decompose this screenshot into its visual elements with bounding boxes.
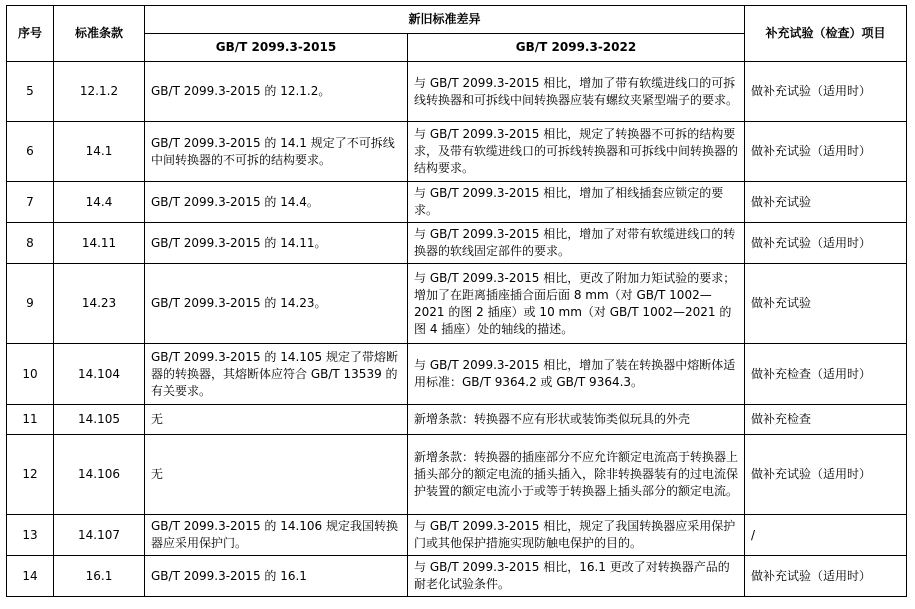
cell-no: 5 — [7, 62, 54, 122]
standards-diff-table — [6, 5, 907, 597]
cell-supplementary-test: / — [745, 515, 907, 556]
cell-clause: 14.23 — [54, 264, 145, 344]
cell-new-standard: 与 GB/T 2099.3-2015 相比，16.1 更改了对转换器产品的耐老化试验条件。 — [408, 556, 745, 597]
cell-supplementary-test: 做补充检查（适用时） — [745, 344, 907, 405]
table-row — [7, 344, 907, 405]
cell-new-standard: 与 GB/T 2099.3-2015 相比，更改了附加力矩试验的要求；增加了在距离插座插合面后面 8 mm（对 GB/T 1002—2021 的图 2 插座）或 10 mm（对 GB/T 1002—2021 的图 4 插座）处的轴线的描述。 — [408, 264, 745, 344]
cell-new-standard: 新增条款：转换器的插座部分不应允许额定电流高于转换器上插头部分的额定电流的插头插入，除非转换器装有的过电流保护装置的额定电流小于或等于转换器上插头部分的额定电流。 — [408, 435, 745, 515]
cell-supplementary-test: 做补充试验（适用时） — [745, 223, 907, 264]
cell-no: 7 — [7, 182, 54, 223]
cell-clause: 14.106 — [54, 435, 145, 515]
header-supplementary-test: 补充试验（检查）项目 — [745, 6, 907, 62]
cell-old-standard: GB/T 2099.3-2015 的 12.1.2。 — [145, 62, 408, 122]
cell-old-standard: GB/T 2099.3-2015 的 14.105 规定了带熔断器的转换器，其熔断体应符合 GB/T 13539 的有关要求。 — [145, 344, 408, 405]
cell-no: 12 — [7, 435, 54, 515]
cell-supplementary-test: 做补充试验（适用时） — [745, 62, 907, 122]
cell-old-standard: GB/T 2099.3-2015 的 16.1 — [145, 556, 408, 597]
cell-old-standard: 无 — [145, 405, 408, 435]
table-row — [7, 405, 907, 435]
table-row — [7, 223, 907, 264]
cell-new-standard: 与 GB/T 2099.3-2015 相比，规定了我国转换器应采用保护门或其他保护措施实现防触电保护的目的。 — [408, 515, 745, 556]
cell-no: 6 — [7, 122, 54, 182]
cell-no: 8 — [7, 223, 54, 264]
cell-old-standard: GB/T 2099.3-2015 的 14.106 规定我国转换器应采用保护门。 — [145, 515, 408, 556]
cell-new-standard: 与 GB/T 2099.3-2015 相比，增加了对带有软缆进线口的转换器的软线固定部件的要求。 — [408, 223, 745, 264]
cell-no: 11 — [7, 405, 54, 435]
cell-old-standard: GB/T 2099.3-2015 的 14.1 规定了不可拆线中间转换器的不可拆的结构要求。 — [145, 122, 408, 182]
cell-clause: 14.11 — [54, 223, 145, 264]
cell-old-standard: 无 — [145, 435, 408, 515]
table-row — [7, 182, 907, 223]
header-clause: 标准条款 — [54, 6, 145, 62]
cell-clause: 14.1 — [54, 122, 145, 182]
cell-new-standard: 与 GB/T 2099.3-2015 相比，增加了装在转换器中熔断体适用标准：GB/T 9364.2 或 GB/T 9364.3。 — [408, 344, 745, 405]
cell-no: 13 — [7, 515, 54, 556]
cell-new-standard: 与 GB/T 2099.3-2015 相比，增加了带有软缆进线口的可拆线转换器和可拆线中间转换器应装有螺纹夹紧型端子的要求。 — [408, 62, 745, 122]
cell-clause: 14.107 — [54, 515, 145, 556]
header-no: 序号 — [7, 6, 54, 62]
table-row — [7, 62, 907, 122]
cell-new-standard: 与 GB/T 2099.3-2015 相比，增加了相线插套应锁定的要求。 — [408, 182, 745, 223]
cell-supplementary-test: 做补充试验 — [745, 264, 907, 344]
table-row — [7, 556, 907, 597]
cell-supplementary-test: 做补充试验（适用时） — [745, 435, 907, 515]
cell-supplementary-test: 做补充检查 — [745, 405, 907, 435]
cell-no: 10 — [7, 344, 54, 405]
cell-clause: 16.1 — [54, 556, 145, 597]
cell-supplementary-test: 做补充试验（适用时） — [745, 122, 907, 182]
cell-clause: 14.105 — [54, 405, 145, 435]
cell-old-standard: GB/T 2099.3-2015 的 14.4。 — [145, 182, 408, 223]
header-old-standard: GB/T 2099.3-2015 — [145, 34, 408, 62]
cell-supplementary-test: 做补充试验 — [745, 182, 907, 223]
cell-supplementary-test: 做补充试验（适用时） — [745, 556, 907, 597]
cell-old-standard: GB/T 2099.3-2015 的 14.23。 — [145, 264, 408, 344]
table-row — [7, 122, 907, 182]
cell-clause: 14.104 — [54, 344, 145, 405]
header-diff-group: 新旧标准差异 — [145, 6, 745, 34]
header-new-standard: GB/T 2099.3-2022 — [408, 34, 745, 62]
cell-clause: 12.1.2 — [54, 62, 145, 122]
table-row — [7, 264, 907, 344]
table-row — [7, 515, 907, 556]
cell-old-standard: GB/T 2099.3-2015 的 14.11。 — [145, 223, 408, 264]
cell-clause: 14.4 — [54, 182, 145, 223]
cell-new-standard: 新增条款：转换器不应有形状或装饰类似玩具的外壳 — [408, 405, 745, 435]
cell-no: 14 — [7, 556, 54, 597]
cell-no: 9 — [7, 264, 54, 344]
cell-new-standard: 与 GB/T 2099.3-2015 相比，规定了转换器不可拆的结构要求，及带有软缆进线口的可拆线转换器和可拆线中间转换器的结构要求。 — [408, 122, 745, 182]
table-row — [7, 435, 907, 515]
